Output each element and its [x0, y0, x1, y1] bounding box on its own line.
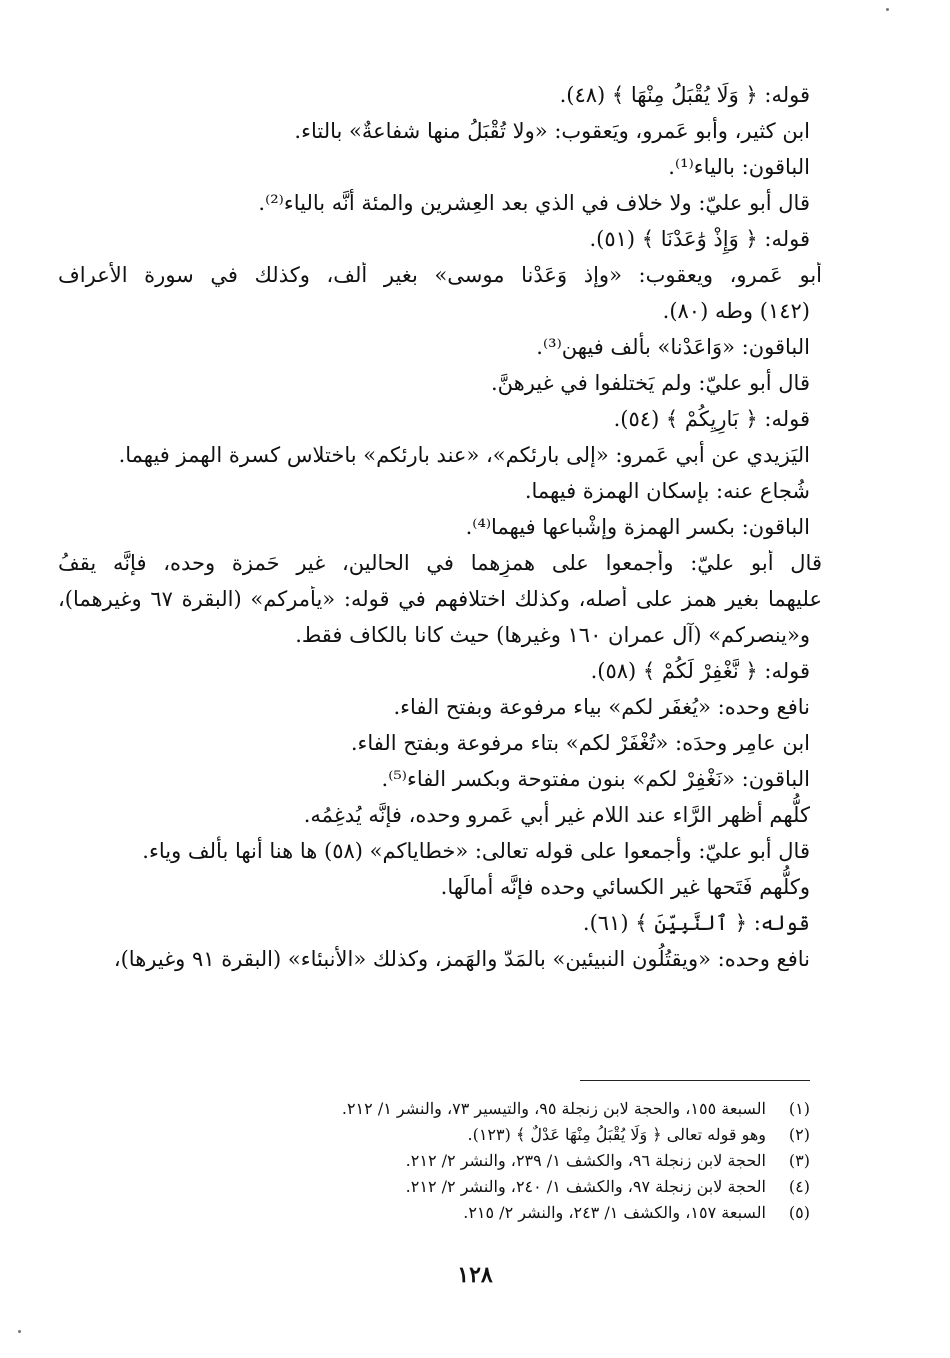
text-line: أبو عَمرو، ويعقوب: «وإذ وَعَدْنا موسى» بغير ألف، وكذلك في سورة الأعراف [58, 263, 822, 287]
text-line: قوله: ﴿ ٱلنَّبِيِّنَ ﴾ (٦١). [582, 911, 810, 935]
footnote [120, 1176, 810, 1198]
text-line: الباقون: «نَغْفِرْ لكم» بنون مفتوحة وبكسر الفاء⁽⁵⁾. [381, 767, 810, 791]
text-line: وكلُّهم فَتَحها غير الكسائي وحده فإنَّه أمالَها. [440, 875, 810, 899]
text-line: و«ينصركم» (آل عمران ١٦٠ وغيرها) حيث كانا بالكاف فقط. [295, 623, 810, 647]
footnote-number: (٤) [788, 1177, 810, 1196]
text-line: قال أبو عليّ: وأجمعوا على قوله تعالى: «خطاياكم» (٥٨) ها هنا أنها بألف وياء. [142, 839, 810, 863]
text-line: كلُّهم أظهر الرَّاء عند اللام غير أبي عَمرو وحده، فإنَّه يُدغِمُه. [303, 803, 810, 827]
text-line: اليَزيدي عن أبي عَمرو: «إلى بارئكم»، «عند بارئكم» باختلاس كسرة الهمز فيهما. [118, 443, 810, 467]
footnotes [120, 1098, 810, 1228]
text-line: ابن عامِر وحدَه: «تُغْفَرْ لكم» بتاء مرفوعة وبفتح الفاء. [350, 731, 810, 755]
text-line: قوله: ﴿ وَإِذْ وَٰعَدْنَا ﴾ (٥١). [589, 227, 810, 251]
main-text [58, 82, 822, 982]
footnote-text: الحجة لابن زنجلة ٩٧، والكشف ١/ ٢٤٠، والنشر ٢/ ٢١٢. [405, 1177, 766, 1196]
scan-speck [18, 1330, 21, 1333]
text-line: الباقون: بالياء⁽¹⁾. [668, 155, 810, 179]
footnote-number: (٥) [788, 1203, 810, 1222]
footnote-separator [580, 1080, 810, 1081]
footnote [120, 1150, 810, 1172]
footnote [120, 1202, 810, 1224]
text-line: قوله: ﴿ بَارِيِكُمْ ﴾ (٥٤). [613, 407, 810, 431]
text-line: قال أبو عليّ: وأجمعوا على همزِهما في الحالين، غير حَمزة وحده، فإنَّه يقفُ [58, 551, 822, 575]
footnote-text: السبعة ١٥٥، والحجة لابن زنجلة ٩٥، والتيسير ٧٣، والنشر ١/ ٢١٢. [341, 1099, 766, 1118]
footnote-text: السبعة ١٥٧، والكشف ١/ ٢٤٣، والنشر ٢/ ٢١٥. [463, 1203, 766, 1222]
page-number: ١٢٨ [457, 1262, 493, 1288]
text-line: قال أبو عليّ: ولا خلاف في الذي بعد العِشرين والمئة أنَّه بالياء⁽²⁾. [258, 191, 810, 215]
footnote-number: (٢) [788, 1125, 810, 1144]
text-line: شُجاع عنه: بإسكان الهمزة فيهما. [524, 479, 810, 503]
footnote-text: وهو قوله تعالى ﴿ وَلَا يُقْبَلُ مِنْهَا عَدْلٌ ﴾ (١٢٣). [467, 1125, 766, 1144]
text-line: قال أبو عليّ: ولم يَختلفوا في غيرهنَّ. [490, 371, 810, 395]
scan-speck [886, 8, 889, 11]
footnote [120, 1124, 810, 1146]
text-line: عليهما بغير همز على أصله، وكذلك اختلافهم في قوله: «يأمركم» (البقرة ٦٧ وغيرهما)، [58, 587, 822, 611]
footnote [120, 1098, 810, 1120]
text-line: قوله: ﴿ وَلَا يُقْبَلُ مِنْهَا ﴾ (٤٨). [559, 83, 810, 107]
text-line: نافع وحده: «يُغفَر لكم» بياء مرفوعة وبفتح الفاء. [393, 695, 810, 719]
text-line: الباقون: بكسر الهمزة وإشْباعها فيهما⁽⁴⁾. [465, 515, 810, 539]
footnote-number: (٣) [788, 1151, 810, 1170]
text-line: الباقون: «وَاعَدْنا» بألف فيهن⁽³⁾. [536, 335, 810, 359]
text-line: نافع وحده: «ويقتُلُون النبيئين» بالمَدّ والهَمز، وكذلك «الأنبئاء» (البقرة ٩١ وغيرها)، [113, 947, 810, 971]
footnote-number: (١) [788, 1099, 810, 1118]
footnote-text: الحجة لابن زنجلة ٩٦، والكشف ١/ ٢٣٩، والنشر ٢/ ٢١٢. [405, 1151, 766, 1170]
text-line: (١٤٢) وطه (٨٠). [662, 299, 810, 323]
text-line: ابن كثير، وأبو عَمرو، ويَعقوب: «ولا تُقْبَلُ منها شفاعةٌ» بالتاء. [294, 119, 810, 143]
text-line: قوله: ﴿ نَّغْفِرْ لَكُمْ ﴾ (٥٨). [590, 659, 810, 683]
